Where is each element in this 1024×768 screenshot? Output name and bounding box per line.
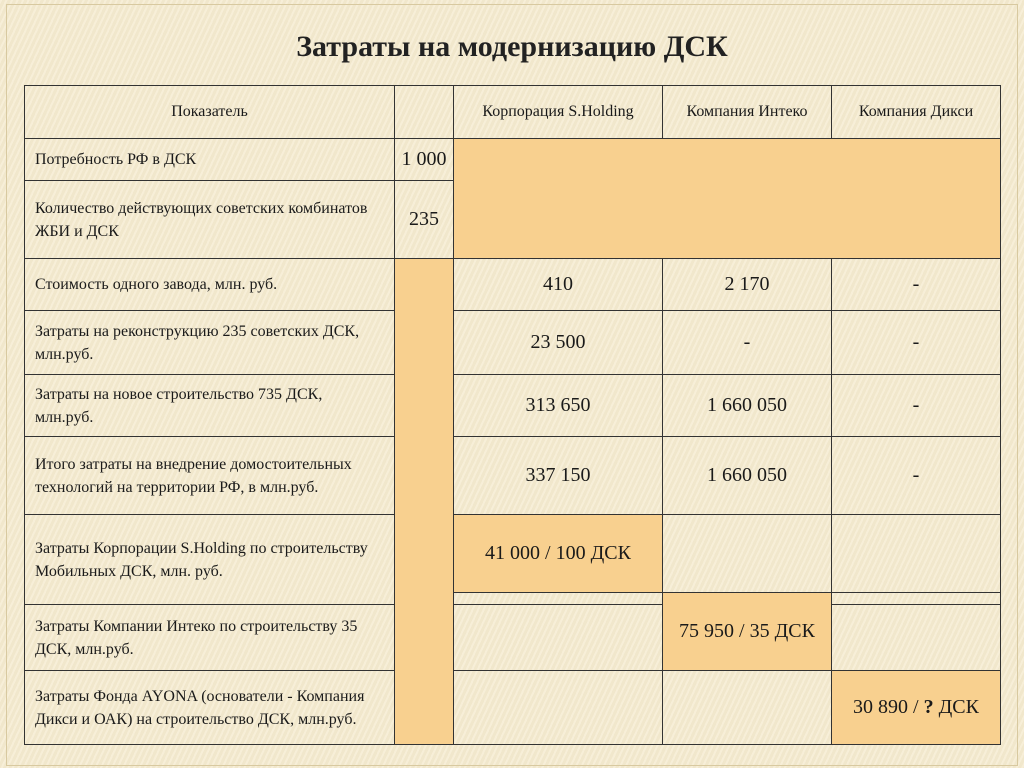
cell-diksi: -	[832, 259, 1001, 311]
row-label: Итого затраты на внедрение домостоительных технологий на территории РФ, в млн.руб.	[25, 437, 395, 515]
table-row	[25, 259, 1001, 311]
ayona-value: 30 890 /	[853, 696, 924, 718]
header-row	[25, 86, 1001, 139]
header-inteko: Компания Интеко	[663, 86, 832, 139]
cell-diksi: -	[832, 437, 1001, 515]
row-label: Затраты на реконструкцию 235 советских ДСК, млн.руб.	[25, 311, 395, 375]
empty-cell	[454, 593, 663, 605]
cell-s-holding-mobile: 41 000 / 100 ДСК	[454, 515, 663, 593]
header-blank	[395, 86, 454, 139]
row-label: Затраты Фонда AYONA (основатели - Компания Дикси и ОАК) на строительство ДСК, млн.руб.	[25, 671, 395, 745]
table-row	[25, 515, 1001, 593]
row-label: Затраты на новое строительство 735 ДСК, млн.руб.	[25, 375, 395, 437]
row-value: 235	[395, 181, 454, 259]
cell-inteko: 1 660 050	[663, 375, 832, 437]
row-label: Потребность РФ в ДСК	[25, 139, 395, 181]
cell-diksi: -	[832, 375, 1001, 437]
highlight-block	[454, 139, 1001, 259]
empty-cell	[832, 593, 1001, 605]
cell-s-holding: 337 150	[454, 437, 663, 515]
header-diksi: Компания Дикси	[832, 86, 1001, 139]
cell-inteko: 1 660 050	[663, 437, 832, 515]
cell-inteko-cost: 75 950 / 35 ДСК	[663, 593, 832, 671]
empty-cell	[663, 671, 832, 745]
table-row	[25, 671, 1001, 745]
row-label: Затраты Корпорации S.Holding по строительству Мобильных ДСК, млн. руб.	[25, 515, 395, 605]
empty-cell	[832, 605, 1001, 671]
empty-cell	[832, 515, 1001, 593]
row-label: Количество действующих советских комбинатов ЖБИ и ДСК	[25, 181, 395, 259]
highlight-column	[395, 259, 454, 745]
row-label: Затраты Компании Интеко по строительству 35 ДСК, млн.руб.	[25, 605, 395, 671]
ayona-question-mark: ?	[923, 696, 934, 718]
ayona-unit: ДСК	[933, 696, 979, 718]
empty-cell	[454, 671, 663, 745]
empty-cell	[454, 605, 663, 671]
table-row	[25, 375, 1001, 437]
page-title: Затраты на модернизацию ДСК	[296, 30, 728, 63]
cell-s-holding: 23 500	[454, 311, 663, 375]
table-row	[25, 139, 1001, 181]
cell-s-holding: 410	[454, 259, 663, 311]
empty-cell	[663, 515, 832, 593]
cell-inteko: -	[663, 311, 832, 375]
row-value: 1 000	[395, 139, 454, 181]
header-s-holding: Корпорация S.Holding	[454, 86, 663, 139]
cell-ayona	[832, 671, 1001, 745]
cell-diksi: -	[832, 311, 1001, 375]
table-row	[25, 437, 1001, 515]
cell-inteko: 2 170	[663, 259, 832, 311]
row-label: Стоимость одного завода, млн. руб.	[25, 259, 395, 311]
header-indicator: Показатель	[25, 86, 395, 139]
cell-s-holding: 313 650	[454, 375, 663, 437]
table-row	[25, 311, 1001, 375]
cost-table	[24, 85, 1001, 745]
table-row	[25, 605, 1001, 671]
